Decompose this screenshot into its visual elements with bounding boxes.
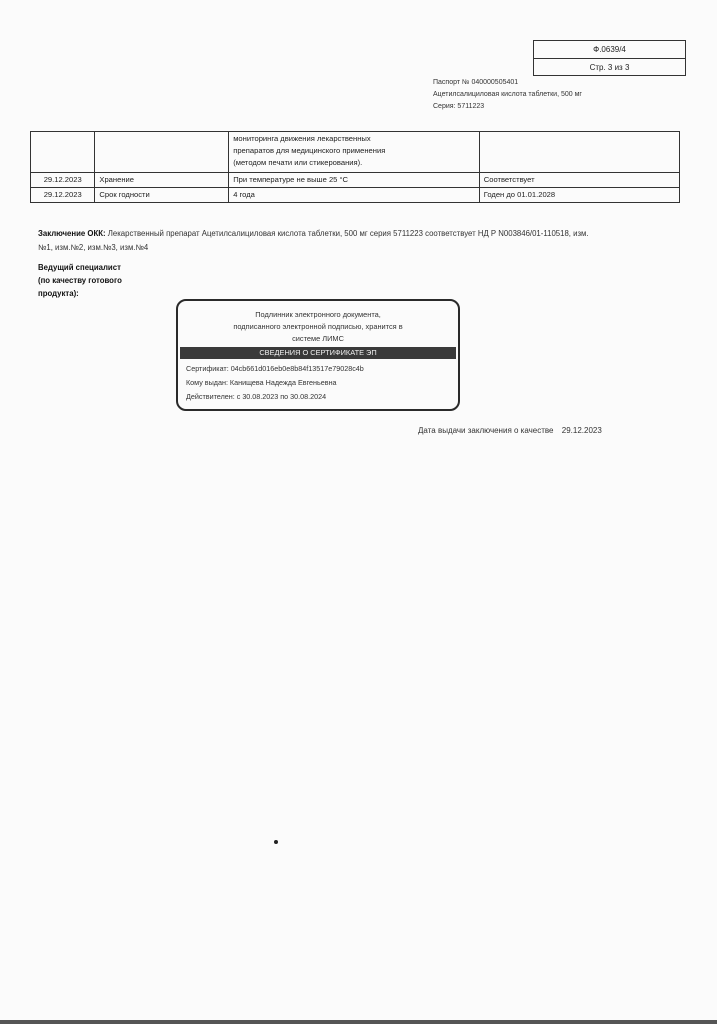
form-code: Ф.0639/4: [593, 45, 626, 54]
requirement-line: мониторинга движения лекарственных: [233, 134, 371, 143]
table-cell-result: Соответствует: [479, 173, 679, 188]
certificate-validity: Действителен: с 30.08.2023 по 30.08.2024: [186, 392, 327, 401]
passport-series: Серия: 5711223: [433, 103, 485, 110]
table-row: [31, 188, 680, 203]
lead-specialist-label: Ведущий специалист (по качеству готового продукта):: [38, 263, 122, 298]
table-cell-requirement: 4 года: [229, 188, 480, 203]
requirement-line: (методом печати или стикерования).: [233, 158, 363, 167]
scan-speck: [274, 840, 278, 844]
table-row: [31, 173, 680, 188]
passport-header: [433, 77, 582, 113]
qc-conclusion: [38, 227, 598, 255]
table-cell-result: [479, 132, 679, 173]
stamp-line: Подлинник электронного документа,: [255, 310, 381, 319]
table-cell-date: 29.12.2023: [31, 173, 95, 188]
table-cell-requirement: [229, 132, 480, 173]
conclusion-text: Лекарственный препарат Ацетилсалициловая кислота таблетки, 500 мг серия 5711223 соответствует НД Р N003846/01-110518, изм.№1, изм.№2, изм.№3, изм.№4: [38, 229, 589, 252]
stamp-header: [178, 301, 458, 347]
stamp-line: подписанного электронной подписью, хранится в: [233, 322, 403, 331]
certificate-number: Сертификат: 04cb661d016eb0e8b84f13517e79028c4b: [186, 364, 364, 373]
table-cell-parameter: [95, 132, 229, 173]
issue-date-label: Дата выдачи заключения о качестве: [418, 426, 554, 435]
stamp-line: системе ЛИМС: [292, 334, 344, 343]
certificate-info-bar: СВЕДЕНИЯ О СЕРТИФИКАТЕ ЭП: [180, 347, 456, 359]
issue-date-value: 29.12.2023: [561, 426, 602, 435]
conclusion-label: Заключение ОКК:: [38, 229, 106, 238]
table-cell-requirement: При температуре не выше 25 °С: [229, 173, 480, 188]
results-table: [30, 131, 680, 203]
form-code-box: [533, 40, 686, 76]
table-cell-date: [31, 132, 95, 173]
e-signature-stamp: [176, 299, 460, 411]
requirement-line: препаратов для медицинского применения: [233, 146, 386, 155]
table-cell-date: 29.12.2023: [31, 188, 95, 203]
page-number: Стр. 3 из 3: [534, 58, 685, 76]
certificate-owner: Кому выдан: Канищева Надежда Евгеньевна: [186, 378, 337, 387]
table-cell-parameter: Срок годности: [95, 188, 229, 203]
certificate-info: [178, 359, 458, 404]
passport-product: Ацетилсалициловая кислота таблетки, 500 мг: [433, 91, 582, 98]
scan-edge: [0, 1020, 717, 1024]
table-cell-result: Годен до 01.01.2028: [479, 188, 679, 203]
table-row: [31, 132, 680, 173]
issue-date: [418, 426, 602, 435]
passport-number: Паспорт № 040000505401: [433, 79, 519, 86]
table-cell-parameter: Хранение: [95, 173, 229, 188]
